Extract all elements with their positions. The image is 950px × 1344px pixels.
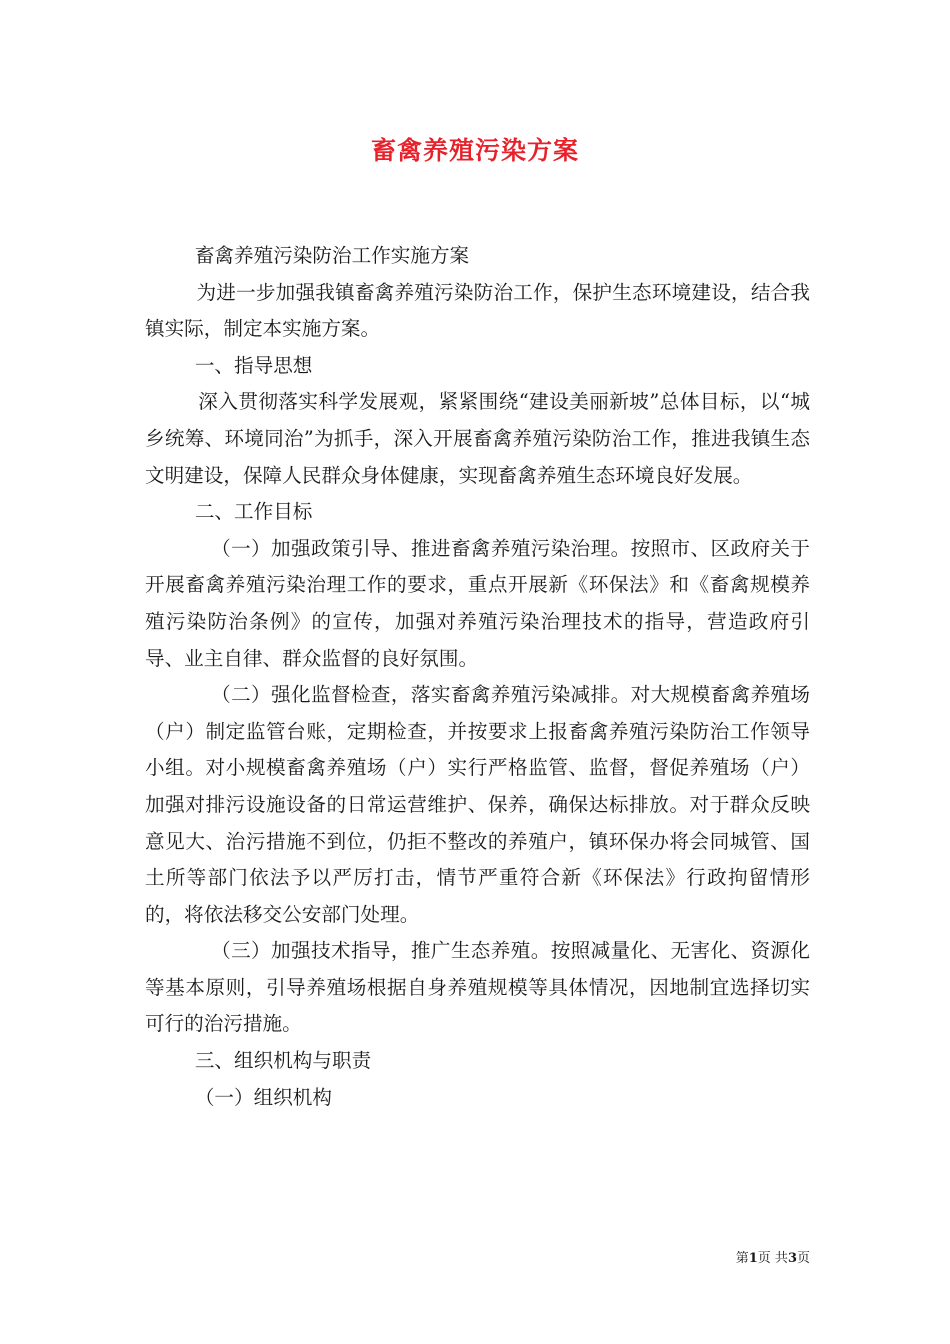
- paragraph-subtitle: 畜禽养殖污染防治工作实施方案: [145, 244, 470, 267]
- current-page-number: 1: [748, 1251, 758, 1266]
- heading-work-goals: 二、工作目标: [145, 500, 313, 524]
- document-title: 畜禽养殖污染方案: [370, 136, 579, 165]
- document-body: [145, 238, 810, 1116]
- paragraph-guiding-ideology: 深入贯彻落实科学发展观，紧紧围绕“建设美丽新坡”总体目标，以“城乡统筹、环境同治”为抓手，深入开展畜禽养殖污染防治工作，推进我镇生态文明建设，保障人民群众身体健康，实现畜禽养殖生态环境良好发展。: [145, 390, 810, 487]
- page-number-footer: [715, 1247, 810, 1266]
- heading-guiding-ideology: 一、指导思想: [145, 353, 313, 377]
- paragraph-goal-2: （二）强化监督检查，落实畜禽养殖污染减排。对大规模畜禽养殖场（户）制定监管台账，定期检查，并按要求上报畜禽养殖污染防治工作领导小组。对小规模畜禽养殖场（户）实行严格监管、监督，督促养殖场（户）加强对排污设施设备的日常运营维护、保养，确保达标排放。对于群众反映意见大、治污措施不到位，仍拒不整改的养殖户，镇环保办将会同城管、国土所等部门依法予以严厉打击，情节严重符合新《环保法》行政拘留情形的，将依法移交公安部门处理。: [145, 683, 810, 926]
- paragraph-intro: 为进一步加强我镇畜禽养殖污染防治工作，保护生态环境建设，结合我镇实际，制定本实施方案。: [145, 280, 811, 341]
- footer-prefix: 第: [735, 1251, 749, 1266]
- subheading-organization: （一）组织机构: [145, 1085, 332, 1109]
- footer-suffix: 页: [796, 1251, 810, 1266]
- paragraph-goal-1: （一）加强政策引导、推进畜禽养殖污染治理。按照市、区政府关于开展畜禽养殖污染治理工作的要求，重点开展新《环保法》和《畜禽规模养殖污染防治条例》的宣传，加强对养殖污染治理技术的指导，营造政府引导、业主自律、群众监督的良好氛围。: [145, 536, 810, 670]
- paragraph-goal-3: （三）加强技术指导，推广生态养殖。按照减量化、无害化、资源化等基本原则，引导养殖场根据自身养殖规模等具体情况，因地制宜选择切实可行的治污措施。: [145, 939, 810, 1036]
- heading-organization: 三、组织机构与职责: [145, 1049, 372, 1073]
- total-page-number: 3: [787, 1251, 797, 1266]
- footer-middle: 页 共: [757, 1251, 788, 1266]
